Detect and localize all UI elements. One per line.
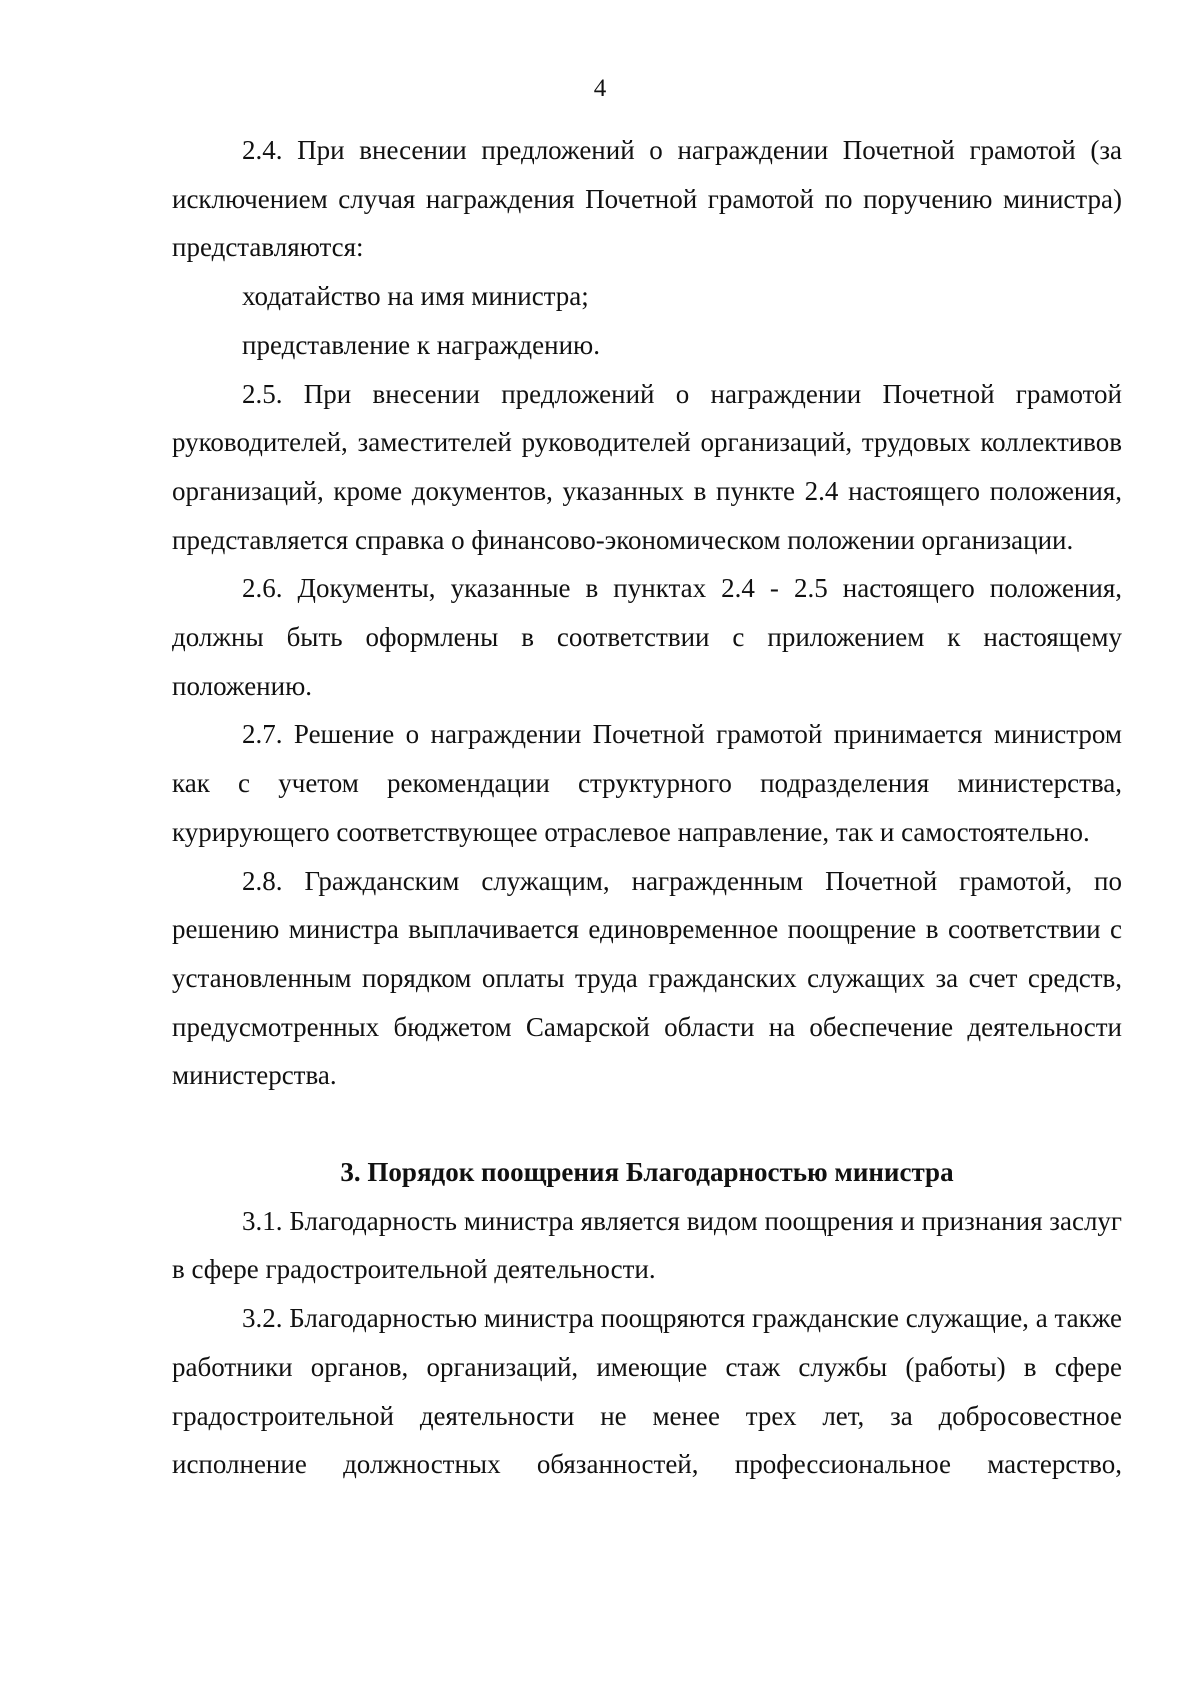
paragraph-2-7: 2.7. Решение о награждении Почетной грамотой принимается министром как с учетом рекомендации структурного подразделения министерства, курирующего соответствующее отраслевое направление, так и самостоятельно. (172, 719, 1122, 847)
page-number: 4 (593, 75, 607, 102)
paragraph-3-2: 3.2. Благодарностью министра поощряются гражданские служащие, а также работники органов, организаций, имеющие стаж службы (работы) в сфере градостроительной деятельности не менее трех лет, за добросовестное исполнение должностных обязанностей, профессиональное мастерство, (172, 1303, 1122, 1480)
paragraph-2-8: 2.8. Гражданским служащим, награжденным Почетной грамотой, по решению министра выплачивается единовременное поощрение в соответствии с установленным порядком оплаты труда гражданских служащих за счет средств, предусмотренных бюджетом Самарской области на обеспечение деятельности министерства. (172, 865, 1122, 1091)
paragraph-2-5: 2.5. При внесении предложений о награждении Почетной грамотой руководителей, заместителей руководителей организаций, трудовых коллективов организаций, кроме документов, указанных в пункте 2.4 настоящего положения, представляется справка о финансово-экономическом положении организации. (172, 378, 1122, 555)
section-spacer (172, 1100, 1122, 1148)
list-item-petition: ходатайство на имя министра; (242, 281, 589, 312)
section-3-heading: 3. Порядок поощрения Благодарностью министра (340, 1157, 954, 1188)
paragraph-3-1: 3.1. Благодарность министра является видом поощрения и признания заслуг в сфере градостроительной деятельности. (172, 1205, 1122, 1285)
paragraph-2-4: 2.4. При внесении предложений о награждении Почетной грамотой (за исключением случая награждения Почетной грамотой по поручению министра) представляются: (172, 135, 1122, 263)
document-body (172, 126, 1122, 1489)
list-item-submission: представление к награждению. (242, 329, 600, 360)
paragraph-2-6: 2.6. Документы, указанные в пунктах 2.4 - 2.5 настоящего положения, должны быть оформлены в соответствии с приложением к настоящему положению. (172, 573, 1122, 701)
